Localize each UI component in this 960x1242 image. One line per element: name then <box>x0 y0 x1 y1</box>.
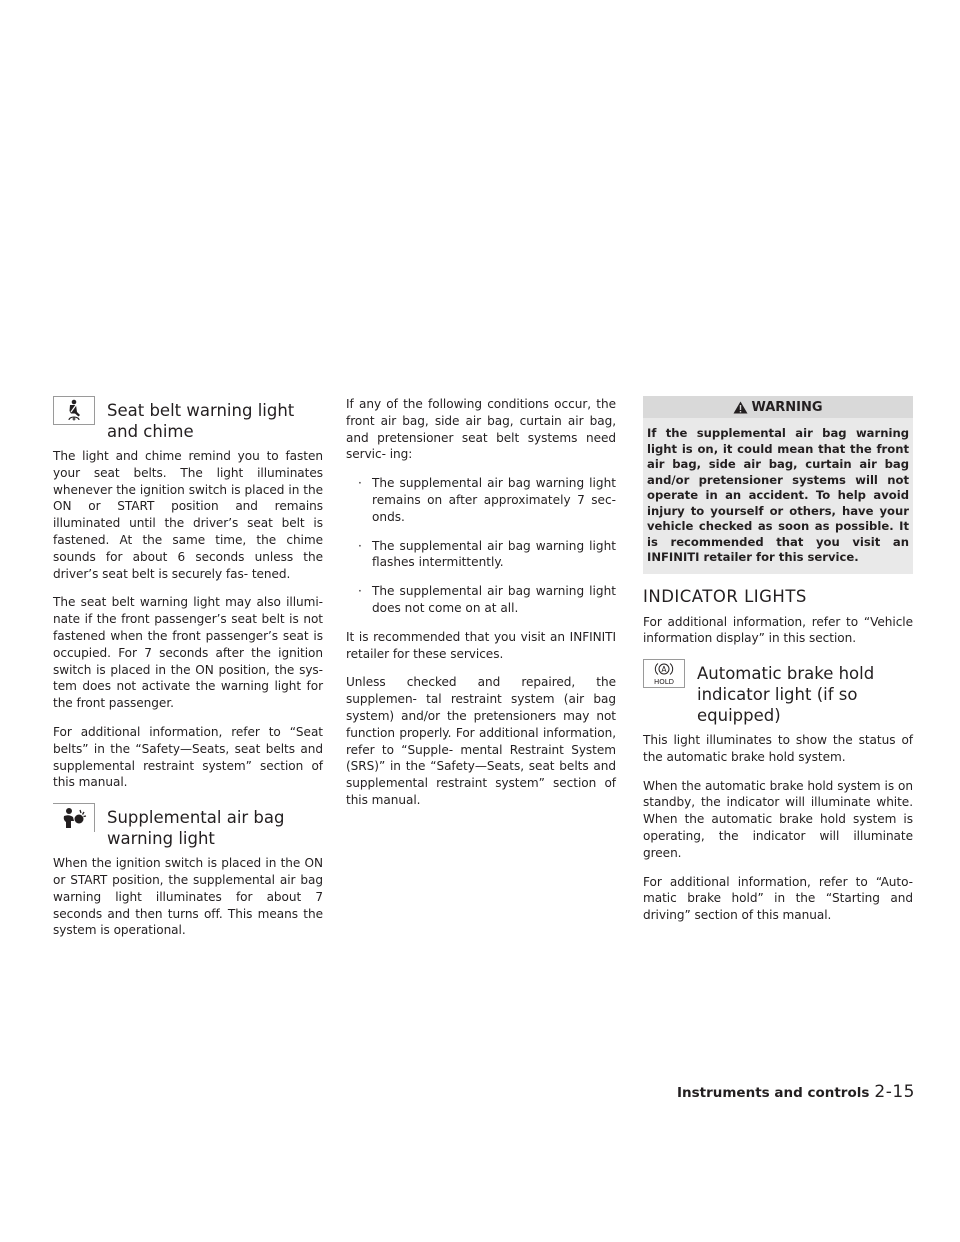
hold-icon-letter: A <box>661 664 667 674</box>
seatbelt-warning-icon <box>53 396 95 425</box>
warning-box-header <box>643 396 913 418</box>
seatbelt-paragraph-2: The seat belt warning light may also illumi- nate if the front passenger’s seat belt is not fastened when the front passenger’s seat is occupied. For 7 seconds after the ignition switch is placed in the ON position, the sys- tem does not activate the warning light for the front passenger. <box>53 595 323 711</box>
brake-hold-paragraph-2: When the automatic brake hold system is on standby, the indicator will illuminate white. When the automatic brake hold system is operating, the indicator will illuminate green. <box>643 778 913 860</box>
warning-label: WARNING <box>751 399 823 415</box>
indicator-paragraph: For additional information, refer to “Vehicle information display” in this section. <box>643 614 913 646</box>
footer-section-name: Instruments and controls <box>676 1085 870 1101</box>
unless-checked-paragraph: Unless checked and repaired, the supplemen- tal restraint system (air bag system) and/or the pretensioners may not function properly. For additional information, refer to “Supple- mental Restraint System (SRS)” in the “Safety—Seats, seat belts and supplemental restraint system” section of this manual. <box>346 675 616 807</box>
column-2 <box>346 396 616 821</box>
airbag-heading: Supplemental air bag warning light <box>107 808 285 849</box>
airbag-heading-block <box>53 803 323 849</box>
service-conditions-paragraph: If any of the following conditions occur, the front air bag, side air bag, curtain air bag, and pretensioner seat belt systems need servic- ing: <box>346 397 616 462</box>
indicator-lights-title: INDICATOR LIGHTS <box>643 586 807 606</box>
service-conditions-list <box>346 475 616 617</box>
list-item: · The supplemental air bag warning light does not come on at all. <box>346 583 616 617</box>
warning-triangle-icon <box>733 401 748 414</box>
seatbelt-heading-block <box>53 396 323 442</box>
warning-box-text: If the supplemental air bag warning light is on, it could mean that the front air bag, side air bag, curtain air bag and/or pretensioner systems will not operate in an accident. To help avoid injury to yourself or others, have your vehicle checked as soon as possible. It is recommended that you visit an INFINITI retailer for this service. <box>643 418 913 574</box>
brake-hold-paragraph-3: For additional information, refer to “Auto- matic brake hold” in the “Starting and driving” section of this manual. <box>643 874 913 923</box>
seatbelt-paragraph-1: The light and chime remind you to fasten your seat belts. The light illuminates whenever the ignition switch is placed in the ON or START position and remains illuminated until the driver’s seat belt is fastened. At the same time, the chime sounds for about 6 seconds unless the driver’s seat belt is securely fas- tened. <box>53 449 323 581</box>
seatbelt-heading: Seat belt warning light and chime <box>107 401 295 441</box>
brake-hold-icon <box>643 659 685 688</box>
list-item: · The supplemental air bag warning light flashes intermittently. <box>346 538 616 572</box>
hold-icon-text: HOLD <box>653 677 675 686</box>
list-item: · The supplemental air bag warning light remains on after approximately 7 sec- onds. <box>346 475 616 525</box>
airbag-paragraph-1: When the ignition switch is placed in the ON or START position, the supplemental air bag warning light illuminates for about 7 seconds and then turns off. This means the system is operational. <box>53 856 323 938</box>
brake-hold-heading-block <box>643 659 913 726</box>
page-footer <box>0 1082 915 1102</box>
seatbelt-paragraph-3: For additional information, refer to “Seat belts” in the “Safety—Seats, seat belts and supplemental restraint system” section of this manual. <box>53 724 323 790</box>
brake-hold-heading: Automatic brake hold indicator light (if so equipped) <box>697 664 875 726</box>
footer-page-number: 2-15 <box>874 1082 915 1102</box>
column-1 <box>53 396 323 951</box>
brake-hold-paragraph-1: This light illuminates to show the status of the automatic brake hold system. <box>643 733 913 764</box>
airbag-warning-icon <box>53 803 95 832</box>
retailer-paragraph: It is recommended that you visit an INFINITI retailer for these services. <box>346 629 616 661</box>
column-3 <box>643 396 913 936</box>
